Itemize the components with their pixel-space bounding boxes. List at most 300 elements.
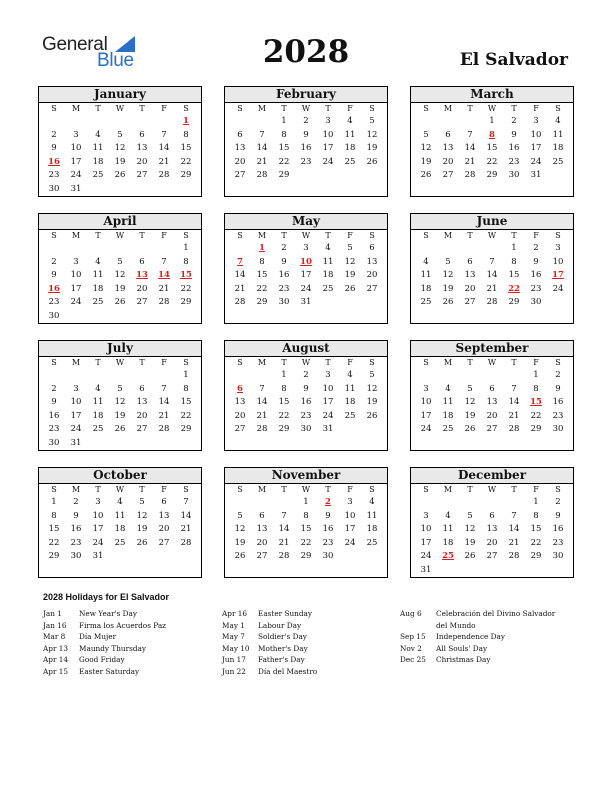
day-cell: 3 [325,116,331,126]
day-cell: 30 [508,170,520,181]
day-cell: 27 [366,283,378,294]
day-cell: 10 [70,143,82,154]
day-cell: 7 [511,510,517,521]
holiday-column [222,608,386,677]
day-cell: 31 [70,183,82,194]
empty-cell [459,115,481,129]
weekday-label: T [325,231,331,240]
day-cell: 24 [70,424,82,435]
weekday-label: S [183,231,189,240]
day-cell: 10 [344,510,356,521]
weekday-label: W [301,485,311,494]
day-cell: 6 [139,256,145,267]
day-cell: 20 [256,537,268,548]
day-cell: 23 [300,156,312,167]
month-title: November [225,468,387,484]
weekday-label: M [443,485,453,494]
day-cell: 29 [278,424,290,435]
day-cell: 13 [234,397,246,408]
weekday-label: M [443,104,453,113]
holiday-date: Apr 13 [43,643,69,653]
day-cell: 18 [442,537,454,548]
day-cell: 21 [464,156,476,167]
weekday-label: S [423,104,429,113]
day-cell: 30 [278,297,290,308]
day-cell: 11 [344,383,356,394]
day-cell: 3 [325,370,331,380]
day-cell: 16 [552,397,564,408]
weekday-label: M [71,485,81,494]
holiday-day-cell: 1 [259,243,265,253]
day-cell: 7 [161,129,167,140]
day-cell: 13 [442,143,454,154]
weekday-label: T [325,485,331,494]
holiday-name: Christmas Day [436,655,491,664]
month-title: October [39,468,201,484]
day-cell: 22 [180,283,192,294]
day-cell: 1 [489,116,495,126]
day-cell: 25 [420,297,432,308]
empty-cell [87,242,109,256]
day-cell: 16 [278,270,290,281]
day-cell: 22 [256,283,268,294]
day-cell: 5 [369,116,375,126]
weekday-label: S [555,104,561,113]
month-january [38,86,202,197]
holiday-date: Apr 14 [43,655,69,664]
day-cell: 2 [303,370,309,380]
empty-cell [87,115,109,129]
day-cell: 22 [180,156,192,167]
day-cell: 5 [237,510,243,521]
weekday-label: F [533,485,539,494]
day-cell: 20 [136,283,148,294]
holiday-row [222,620,386,632]
month-title: July [39,341,201,357]
day-cell: 10 [322,383,334,394]
holiday-date: May 7 [222,632,245,641]
day-cell: 19 [114,156,126,167]
day-cell: 30 [70,551,82,562]
weekday-label: M [257,485,267,494]
day-grid [39,230,201,324]
day-cell: 14 [278,524,290,535]
day-cell: 24 [70,170,82,181]
weekday-label: W [115,358,125,367]
weekday-label: F [161,104,167,113]
day-cell: 18 [92,410,104,421]
month-june [410,213,574,324]
day-cell: 2 [51,129,57,140]
day-cell: 22 [530,537,542,548]
day-cell: 17 [70,156,82,167]
day-cell: 9 [51,397,57,408]
day-cell: 15 [530,524,542,535]
holiday-date: Nov 2 [400,643,422,653]
day-cell: 29 [180,424,192,435]
day-cell: 13 [366,256,378,267]
empty-cell [229,496,251,510]
day-cell: 12 [136,510,148,521]
day-cell: 19 [464,537,476,548]
day-cell: 25 [92,170,104,181]
day-cell: 11 [92,143,104,154]
day-cell: 12 [344,256,356,267]
holiday-day-cell: 2 [325,497,331,507]
day-cell: 26 [366,410,378,421]
weekday-label: S [51,231,57,240]
weekday-label: T [467,485,473,494]
weekday-label: F [161,358,167,367]
day-cell: 22 [180,410,192,421]
day-cell: 25 [114,537,126,548]
weekday-label: M [443,231,453,240]
day-cell: 25 [322,283,334,294]
empty-cell [437,496,459,510]
day-cell: 4 [555,116,561,126]
day-cell: 4 [95,129,101,140]
day-cell: 21 [508,410,520,421]
day-cell: 30 [48,310,60,321]
empty-cell [109,369,131,383]
day-cell: 3 [73,383,79,394]
empty-cell [459,496,481,510]
day-cell: 2 [281,243,287,253]
holiday-column [43,608,207,677]
empty-cell [251,496,273,510]
day-cell: 15 [256,270,268,281]
weekday-label: F [533,104,539,113]
holiday-date: Aug 6 [400,609,422,618]
day-cell: 7 [281,510,287,521]
holiday-row [222,654,386,666]
day-cell: 13 [158,510,170,521]
day-cell: 5 [369,370,375,380]
month-march [410,86,574,197]
day-cell: 1 [281,370,287,380]
day-cell: 26 [442,297,454,308]
holiday-name: Easter Saturday [79,666,140,676]
day-cell: 22 [278,410,290,421]
day-cell: 15 [508,270,520,281]
holiday-date: Jan 16 [43,620,67,630]
empty-cell [481,496,503,510]
empty-cell [65,369,87,383]
day-cell: 11 [366,510,378,521]
day-cell: 18 [92,283,104,294]
day-cell: 2 [555,370,561,380]
day-cell: 12 [114,397,126,408]
weekday-label: T [511,485,517,494]
month-october [38,467,202,578]
day-cell: 18 [322,270,334,281]
day-cell: 25 [92,297,104,308]
day-cell: 26 [464,424,476,435]
day-cell: 20 [158,524,170,535]
holiday-day-cell: 16 [48,156,60,167]
day-cell: 31 [530,170,542,181]
day-cell: 4 [347,116,353,126]
day-cell: 19 [114,283,126,294]
day-cell: 11 [442,397,454,408]
month-july [38,340,202,451]
weekday-label: S [51,485,57,494]
day-cell: 10 [70,397,82,408]
day-cell: 7 [183,497,189,507]
day-cell: 11 [344,129,356,140]
weekday-label: W [301,104,311,113]
day-cell: 2 [51,383,57,394]
day-cell: 18 [344,143,356,154]
weekday-label: S [423,231,429,240]
day-cell: 22 [48,537,60,548]
empty-cell [437,242,459,256]
day-cell: 28 [158,170,170,181]
weekday-label: S [369,231,375,240]
day-cell: 1 [281,116,287,126]
empty-cell [43,115,65,129]
day-cell: 28 [234,297,246,308]
day-cell: 8 [51,510,57,521]
logo-general-text: General [42,34,108,55]
day-cell: 3 [423,510,429,521]
day-cell: 29 [508,297,520,308]
day-cell: 20 [136,410,148,421]
day-cell: 23 [48,170,60,181]
day-cell: 9 [51,270,57,281]
day-cell: 4 [95,256,101,267]
month-september [410,340,574,451]
day-cell: 19 [234,537,246,548]
day-cell: 3 [423,383,429,394]
day-cell: 3 [95,497,101,507]
day-cell: 20 [234,156,246,167]
empty-cell [481,369,503,383]
day-cell: 23 [530,283,542,294]
day-cell: 13 [486,397,498,408]
month-title: August [225,341,387,357]
weekday-label: T [511,358,517,367]
holiday-date: Apr 16 [222,609,248,618]
weekday-label: M [257,231,267,240]
day-cell: 21 [180,524,192,535]
month-november [224,467,388,578]
weekday-label: T [467,358,473,367]
empty-cell [415,496,437,510]
weekday-label: T [95,231,101,240]
day-cell: 15 [180,397,192,408]
empty-cell [229,369,251,383]
day-cell: 22 [300,537,312,548]
day-cell: 9 [533,256,539,267]
day-cell: 6 [139,383,145,394]
day-grid [411,357,573,437]
day-cell: 2 [511,116,517,126]
weekday-label: F [533,358,539,367]
holiday-date: Jan 1 [43,609,62,618]
day-cell: 10 [420,524,432,535]
weekday-label: T [139,231,145,240]
day-cell: 22 [486,156,498,167]
day-cell: 9 [555,383,561,394]
day-cell: 8 [281,129,287,140]
day-cell: 24 [92,537,104,548]
weekday-label: S [237,485,243,494]
day-cell: 20 [442,156,454,167]
day-cell: 21 [158,156,170,167]
day-cell: 26 [114,424,126,435]
day-cell: 26 [464,551,476,562]
day-cell: 24 [552,283,564,294]
day-cell: 3 [533,116,539,126]
holiday-name: New Year's Day [79,609,138,618]
day-cell: 21 [508,537,520,548]
country-name: El Salvador [459,50,568,70]
day-cell: 25 [344,410,356,421]
weekday-label: M [71,358,81,367]
month-title: May [225,214,387,230]
holiday-day-cell: 7 [237,256,243,267]
day-cell: 24 [420,424,432,435]
day-cell: 12 [366,383,378,394]
day-cell: 25 [552,156,564,167]
day-cell: 22 [278,156,290,167]
day-cell: 24 [70,297,82,308]
day-cell: 12 [464,524,476,535]
day-cell: 28 [158,297,170,308]
month-may [224,213,388,324]
day-cell: 14 [234,270,246,281]
day-cell: 4 [117,497,123,507]
empty-cell [437,115,459,129]
day-cell: 6 [489,383,495,394]
day-cell: 18 [92,156,104,167]
holiday-name: All Souls' Day [436,643,488,653]
day-cell: 16 [48,410,60,421]
weekday-label: F [533,231,539,240]
day-cell: 8 [533,383,539,394]
holiday-name: Firma los Acuerdos Paz [79,620,167,630]
day-cell: 26 [366,156,378,167]
day-cell: 22 [530,410,542,421]
day-cell: 8 [183,256,189,267]
day-cell: 25 [344,156,356,167]
empty-cell [43,369,65,383]
empty-cell [153,242,175,256]
day-cell: 27 [136,424,148,435]
day-cell: 19 [136,524,148,535]
day-cell: 29 [180,170,192,181]
day-cell: 4 [95,383,101,394]
day-cell: 16 [508,143,520,154]
weekday-label: M [257,358,267,367]
day-cell: 4 [369,497,375,507]
month-title: April [39,214,201,230]
day-cell: 28 [508,551,520,562]
day-cell: 21 [486,283,498,294]
day-grid [411,484,573,578]
weekday-label: T [95,358,101,367]
holiday-date: May 1 [222,620,245,630]
day-cell: 30 [552,424,564,435]
day-cell: 17 [322,397,334,408]
holiday-row [43,620,207,632]
day-cell: 9 [281,256,287,267]
day-grid [225,103,387,183]
holiday-row [400,608,564,631]
day-cell: 8 [183,129,189,140]
day-cell: 6 [161,497,167,507]
day-cell: 11 [420,270,432,281]
day-cell: 24 [322,156,334,167]
day-cell: 23 [300,410,312,421]
holiday-name: Independence Day [436,632,505,641]
weekday-label: S [237,231,243,240]
month-april [38,213,202,324]
weekday-label: S [183,358,189,367]
holiday-row [43,608,207,620]
day-cell: 11 [114,510,126,521]
day-cell: 14 [158,397,170,408]
day-cell: 6 [369,243,375,253]
day-cell: 9 [73,510,79,521]
day-cell: 4 [325,243,331,253]
day-cell: 12 [114,143,126,154]
day-cell: 15 [180,143,192,154]
day-cell: 2 [73,497,79,507]
day-cell: 30 [552,551,564,562]
day-cell: 14 [158,143,170,154]
weekday-label: T [139,358,145,367]
day-cell: 31 [70,437,82,448]
weekday-label: W [487,104,497,113]
empty-cell [503,496,525,510]
holiday-name: Celebración del Divino Salvador del Mundo [436,609,556,630]
weekday-label: F [161,485,167,494]
day-cell: 26 [420,170,432,181]
day-cell: 29 [530,551,542,562]
day-cell: 19 [366,143,378,154]
day-cell: 13 [136,397,148,408]
day-cell: 14 [180,510,192,521]
day-cell: 28 [464,170,476,181]
day-cell: 7 [259,129,265,140]
day-cell: 29 [486,170,498,181]
empty-cell [153,369,175,383]
day-cell: 3 [73,129,79,140]
day-cell: 16 [552,524,564,535]
day-cell: 17 [344,524,356,535]
holiday-name: Father's Day [258,655,305,664]
weekday-label: W [487,358,497,367]
day-cell: 12 [114,270,126,281]
day-cell: 27 [464,297,476,308]
day-cell: 2 [303,116,309,126]
empty-cell [437,369,459,383]
day-cell: 7 [489,256,495,267]
day-cell: 31 [92,551,104,562]
holiday-row [43,631,207,643]
year-title: 2028 [262,34,350,70]
month-february [224,86,388,197]
weekday-label: M [443,358,453,367]
day-cell: 10 [530,129,542,140]
day-cell: 6 [259,510,265,521]
month-title: January [39,87,201,103]
day-cell: 23 [70,537,82,548]
day-grid [39,484,201,564]
day-cell: 1 [533,370,539,380]
